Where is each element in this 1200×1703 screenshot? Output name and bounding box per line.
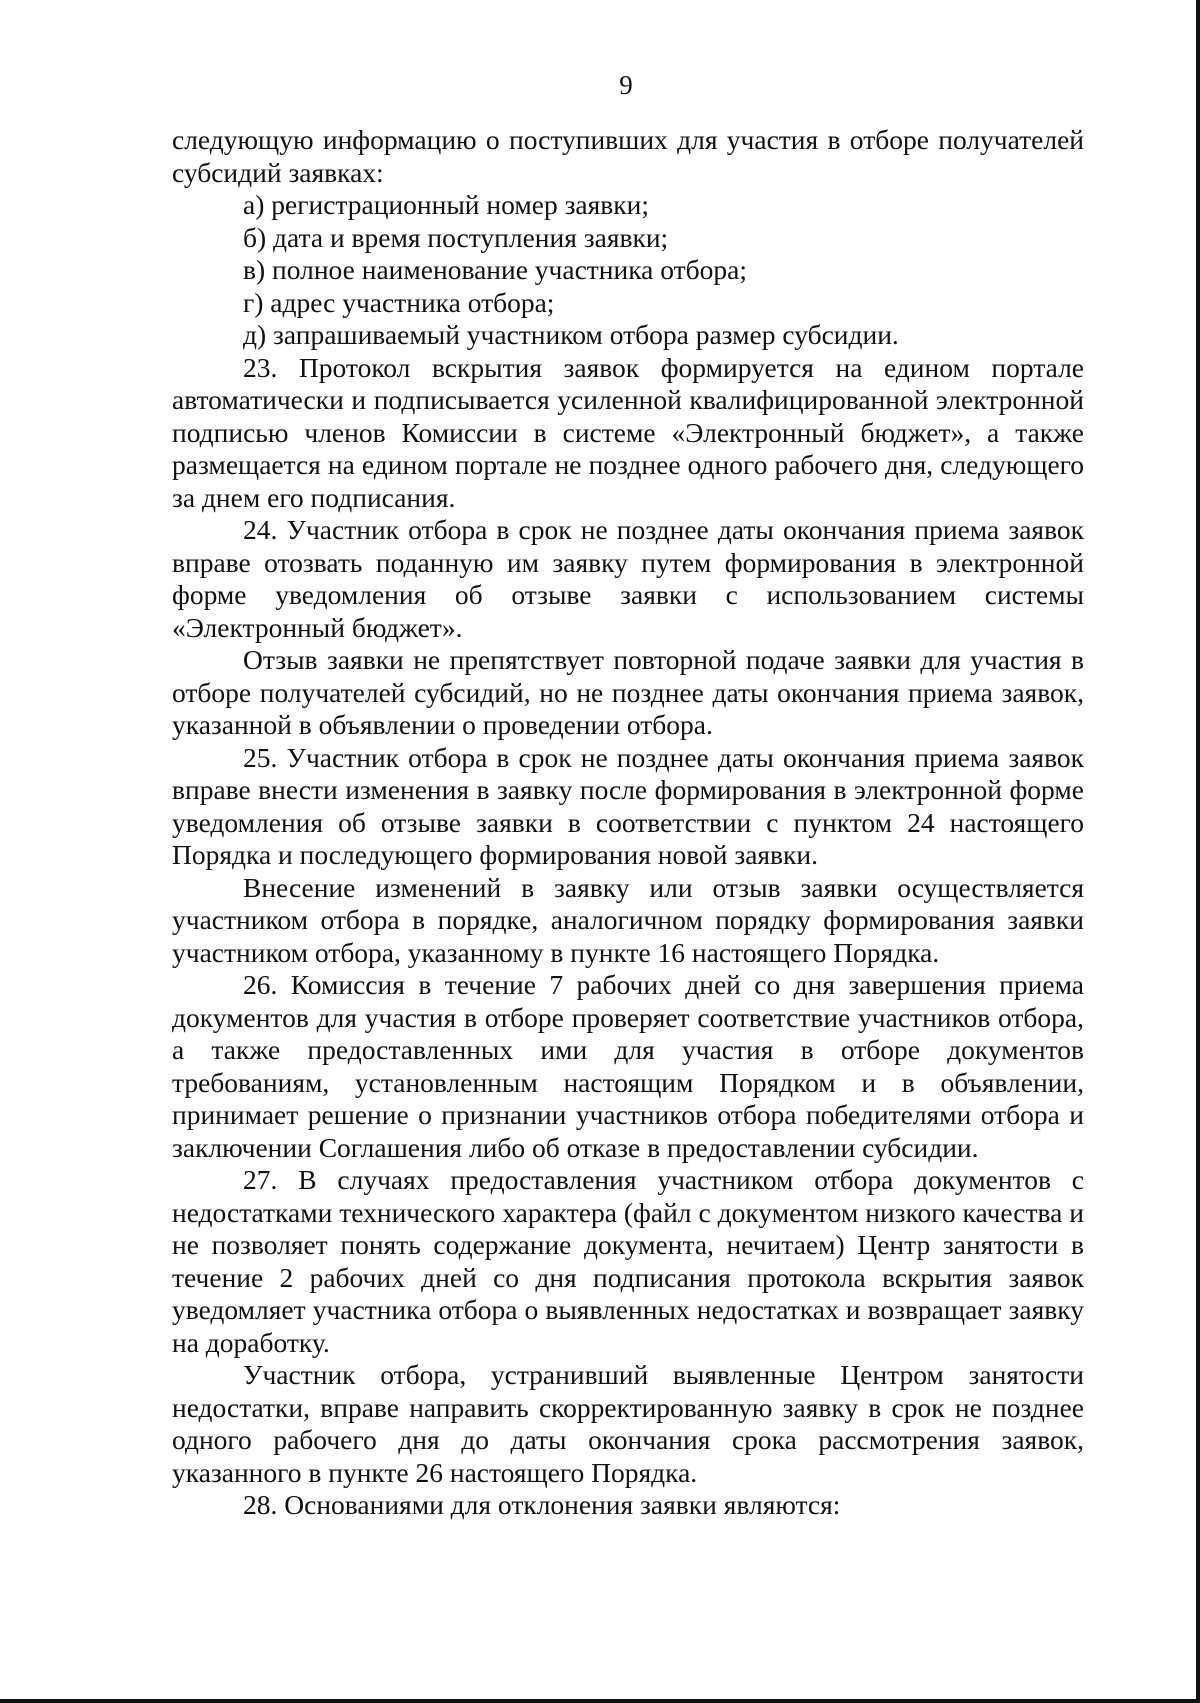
list-item-v: в) полное наименование участника отбора; [243,254,747,285]
paragraph-24: 24. Участник отбора в срок не позднее даты окончания приема заявок вправе отозвать поданную им заявку путем формирования в электронной форме уведомления об отзыве заявки с использованием системы «Электронный бюджет». [172,514,1084,643]
paragraph-28: 28. Основаниями для отклонения заявки являются: [243,1489,841,1520]
page-number: 9 [619,70,633,100]
document-body [172,124,1084,1522]
paragraph-26: 26. Комиссия в течение 7 рабочих дней со дня завершения приема документов для участия в отборе проверяет соответствие участников отбора, а также предоставленных ими для участия в отборе документов требованиям, установленным настоящим Порядком и в объявлении, принимает решение о признании участников отбора победителями отбора и заключении Соглашения либо об отказе в предоставлении субсидии. [172,969,1084,1163]
paragraph-27: 27. В случаях предоставления участником отбора документов с недостатками технического характера (файл с документом низкого качества и не позволяет понять содержание документа, нечитаем) Центр занятости в течение 2 рабочих дней со дня подписания протокола вскрытия заявок уведомляет участника отбора о выявленных недостатках и возвращает заявку на доработку. [172,1164,1084,1358]
list-item-g: г) адрес участника отбора; [243,286,555,318]
paragraph-intro-continuation: следующую информацию о поступивших для участия в отборе получателей субсидий заявках: [172,124,1084,188]
paragraph-27-correction: Участник отбора, устранивший выявленные Центром занятости недостатки, вправе направить скорректированную заявку в срок не позднее одного рабочего дня до даты окончания срока рассмотрения заявок, указанного в пункте 26 настоящего Порядка. [172,1359,1084,1488]
paragraph-24-withdrawal: Отзыв заявки не препятствует повторной подаче заявки для участия в отборе получателей субсидий, но не позднее даты окончания приема заявок, указанной в объявлении о проведении отбора. [172,644,1084,740]
paragraph-23: 23. Протокол вскрытия заявок формируется на едином портале автоматически и подписывается усиленной квалифицированной электронной подписью членов Комиссии в системе «Электронный бюджет», а также размещается на едином портале не позднее одного рабочего дня, следующего за днем его подписания. [172,351,1084,513]
paragraph-25: 25. Участник отбора в срок не позднее даты окончания приема заявок вправе внести изменения в заявку после формирования в электронной форме уведомления об отзыве заявки в соответствии с пунктом 24 настоящего Порядка и последующего формирования новой заявки. [172,741,1084,870]
list-item-a: а) регистрационный номер заявки; [243,189,649,220]
list-item-d: д) запрашиваемый участником отбора размер субсидии. [243,319,899,350]
paragraph-25-changes: Внесение изменений в заявку или отзыв заявки осуществляется участником отбора в порядке, аналогичном порядку формирования заявки участником отбора, указанному в пункте 16 настоящего Порядка. [172,871,1084,968]
list-item-b: б) дата и время поступления заявки; [243,221,669,253]
